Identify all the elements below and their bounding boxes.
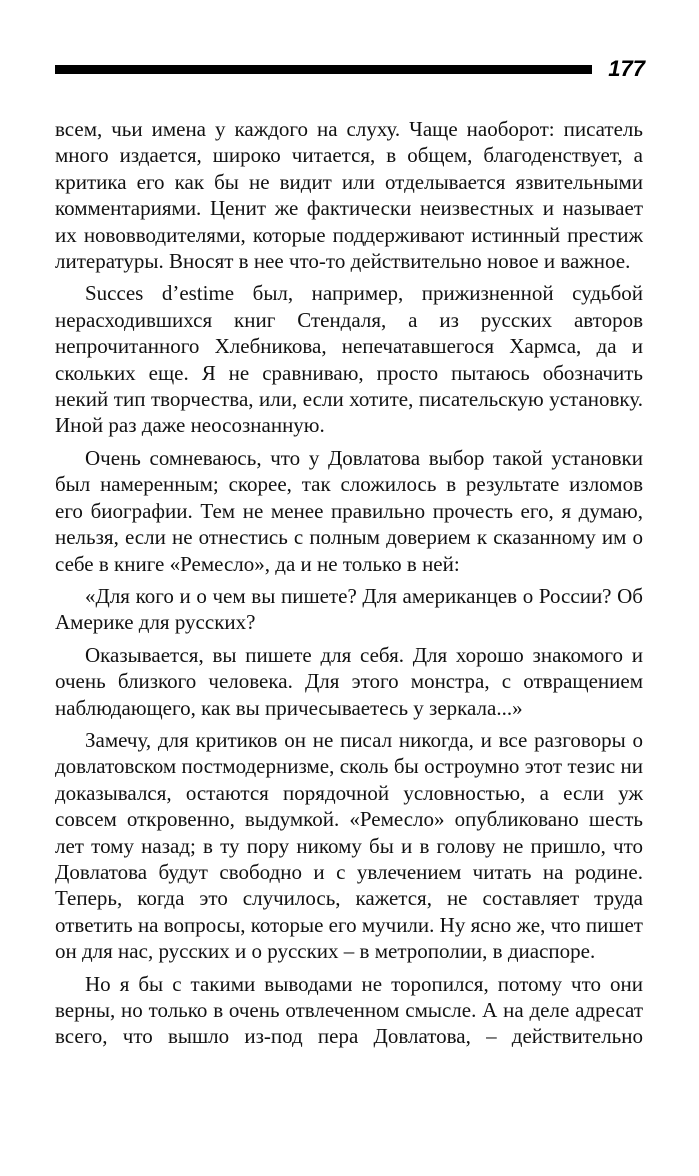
paragraph-4: «Для кого и о чем вы пишете? Для американцев о России? Об Америке для русских?	[55, 583, 643, 635]
paragraph-5: Оказывается, вы пишете для себя. Для хорошо знакомого и очень близкого человека. Для этого монстра, с отвращением наблюдающего, как вы причесываетесь у зеркала...»	[55, 642, 643, 720]
paragraph-1: всем, чьи имена у каждого на слуху. Чаще наоборот: писатель много издается, широко читается, в общем, благоденствует, а критика его как бы не видит или отделывается язвительными комментариями. Ценит же фактически неизвестных и называет их нововводителями, которые поддерживают истинный престиж литературы. Вносят в нее что-то действительно новое и важное.	[55, 117, 643, 274]
paragraph-3: Очень сомневаюсь, что у Довлатова выбор такой установки был намеренным; скорее, так сложилось в результате изломов его биографии. Тем не менее правильно прочесть его, я думаю, нельзя, если не отнестись с полным доверием к сказанному им о себе в книге «Ремесло», да и не только в ней:	[55, 445, 643, 576]
body-text	[55, 116, 643, 1056]
page-header	[55, 58, 645, 86]
page-number: 177	[608, 56, 645, 81]
paragraph-6: Замечу, для критиков он не писал никогда, и все разговоры о довлатовском постмодернизме, сколь бы остроумно этот тезис ни доказывался, остаются порядочной условностью, а если уж совсем откровенно, выдумкой. «Ремесло» опубликовано шесть лет тому назад; в ту пору никому бы и в голову не пришло, что Довлатова будут свободно и с увлечением читать на родине. Теперь, когда это случилось, кажется, не составляет труда ответить на вопросы, которые его мучили. Ну ясно же, что пишет он для нас, русских и о русских – в метрополии, в диаспоре.	[55, 727, 643, 964]
paragraph-2: Succes d’estime был, например, прижизненной судьбой нерасходившихся книг Стендаля, а из русских авторов непрочитанного Хлебникова, непечатавшегося Хармса, да и скольких еще. Я не сравниваю, просто пытаюсь обозначить некий тип творчества, или, если хотите, писательскую установку. Иной раз даже неосознанную.	[55, 281, 643, 438]
paragraph-7: Но я бы с такими выводами не торопился, потому что они верны, но только в очень отвлеченном смысле. А на деле адресат всего, что вышло из-под пера Довлатова, – действительно	[55, 971, 643, 1049]
header-rule	[55, 65, 592, 74]
